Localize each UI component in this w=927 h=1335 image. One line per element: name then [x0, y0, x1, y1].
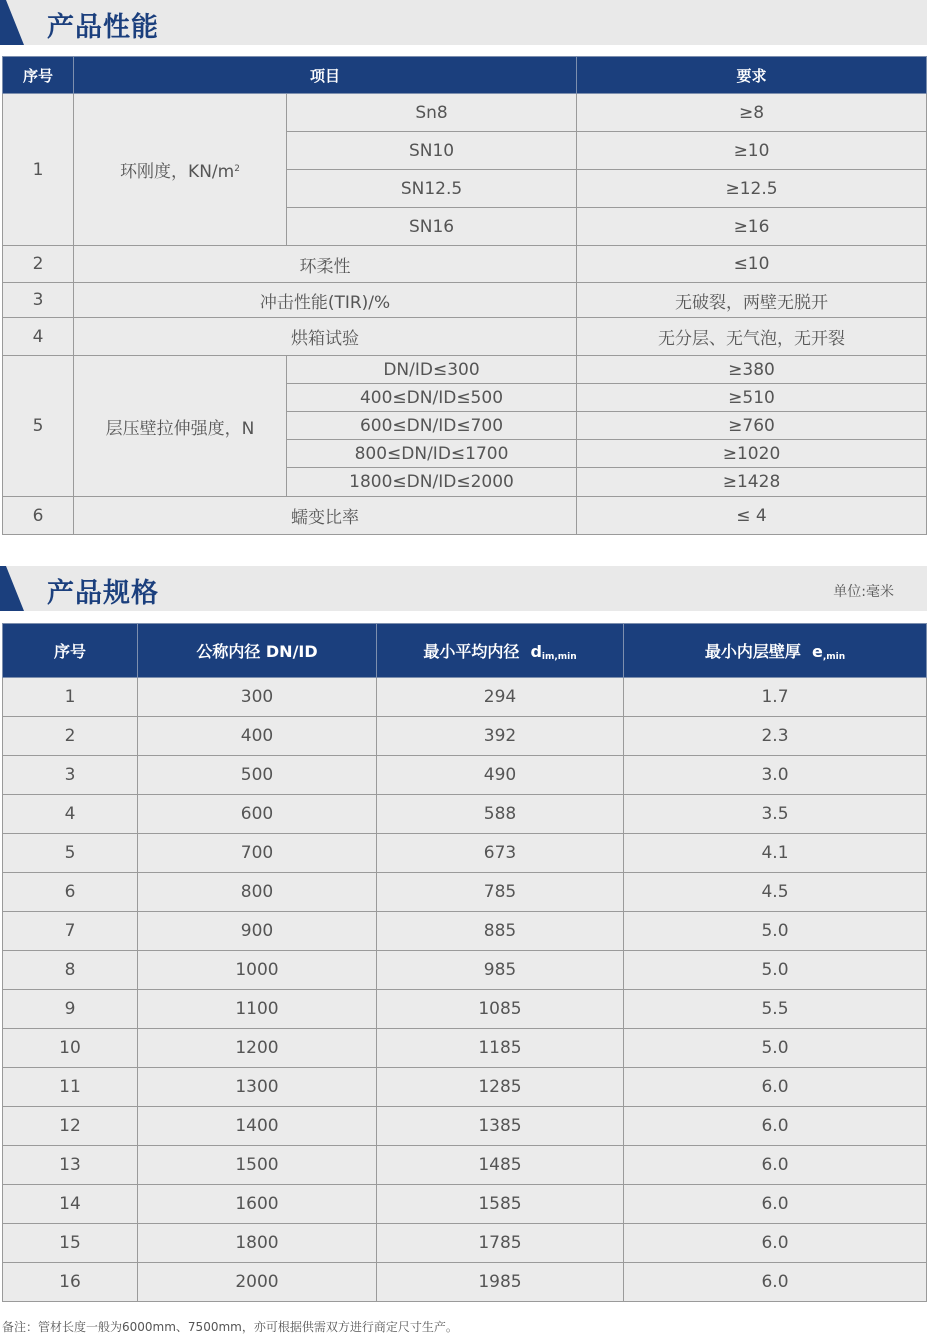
- row-3-no: 3: [3, 283, 74, 318]
- cell-e-min: 6.0: [624, 1146, 927, 1185]
- cell-no: 1: [3, 678, 138, 717]
- cell-e-min: 6.0: [624, 1107, 927, 1146]
- row-6-req: ≤ 4: [577, 497, 927, 535]
- cell-dn: 1300: [138, 1068, 377, 1107]
- cell-no: 15: [3, 1224, 138, 1263]
- row-5-item: 层压壁拉伸强度，N: [74, 356, 287, 497]
- row-6-item: 蠕变比率: [74, 497, 577, 535]
- row-5-sub-4: 800≤DN/ID≤1700: [287, 440, 577, 468]
- cell-e-min: 5.5: [624, 990, 927, 1029]
- cell-e-min: 2.3: [624, 717, 927, 756]
- cell-dn: 1600: [138, 1185, 377, 1224]
- row-1-sub-4: SN16: [287, 208, 577, 246]
- cell-no: 16: [3, 1263, 138, 1302]
- cell-no: 3: [3, 756, 138, 795]
- cell-d-min: 1285: [377, 1068, 624, 1107]
- cell-e-min: 4.5: [624, 873, 927, 912]
- table-row: [3, 717, 927, 756]
- cell-dn: 1500: [138, 1146, 377, 1185]
- row-5-req-2: ≥510: [577, 384, 927, 412]
- cell-e-min: 4.1: [624, 834, 927, 873]
- row-1-req-4: ≥16: [577, 208, 927, 246]
- row-5-req-4: ≥1020: [577, 440, 927, 468]
- header-req: 要求: [577, 57, 927, 94]
- header-item: 项目: [74, 57, 577, 94]
- performance-table: [2, 56, 927, 535]
- cell-dn: 500: [138, 756, 377, 795]
- cell-e-min: 5.0: [624, 1029, 927, 1068]
- cell-dn: 1100: [138, 990, 377, 1029]
- cell-d-min: 1485: [377, 1146, 624, 1185]
- cell-d-min: 490: [377, 756, 624, 795]
- cell-e-min: 3.0: [624, 756, 927, 795]
- table-row: [3, 990, 927, 1029]
- cell-no: 6: [3, 873, 138, 912]
- spec-table-body: [3, 678, 927, 1302]
- cell-d-min: 1585: [377, 1185, 624, 1224]
- cell-no: 9: [3, 990, 138, 1029]
- cell-no: 12: [3, 1107, 138, 1146]
- cell-e-min: 6.0: [624, 1068, 927, 1107]
- unit-label: 单位:毫米: [833, 584, 894, 600]
- row-6-no: 6: [3, 497, 74, 535]
- row-5-sub-3: 600≤DN/ID≤700: [287, 412, 577, 440]
- cell-no: 2: [3, 717, 138, 756]
- row-2-no: 2: [3, 246, 74, 283]
- cell-d-min: 1085: [377, 990, 624, 1029]
- row-5-no: 5: [3, 356, 74, 497]
- cell-d-min: 1985: [377, 1263, 624, 1302]
- cell-no: 7: [3, 912, 138, 951]
- spec-section-header: [0, 566, 927, 611]
- cell-d-min: 885: [377, 912, 624, 951]
- table-row: [3, 1029, 927, 1068]
- table-row: [3, 1263, 927, 1302]
- cell-e-min: 3.5: [624, 795, 927, 834]
- cell-d-min: 588: [377, 795, 624, 834]
- cell-dn: 1800: [138, 1224, 377, 1263]
- table-row: [3, 912, 927, 951]
- table-row: [3, 951, 927, 990]
- table-row: [3, 678, 927, 717]
- cell-no: 11: [3, 1068, 138, 1107]
- table-row: [3, 1224, 927, 1263]
- table-row: [3, 1146, 927, 1185]
- cell-d-min: 673: [377, 834, 624, 873]
- table-row: [3, 795, 927, 834]
- cell-d-min: 294: [377, 678, 624, 717]
- cell-no: 14: [3, 1185, 138, 1224]
- header-no: 序号: [3, 57, 74, 94]
- row-4-no: 4: [3, 318, 74, 356]
- section-marker-icon: [0, 0, 24, 45]
- row-5-sub-1: DN/ID≤300: [287, 356, 577, 384]
- cell-no: 10: [3, 1029, 138, 1068]
- row-2-req: ≤10: [577, 246, 927, 283]
- spec-header-e: 最小内层壁厚 $e_{,min}$: [624, 624, 927, 678]
- row-1-sub-3: SN12.5: [287, 170, 577, 208]
- row-1-req-1: ≥8: [577, 94, 927, 132]
- performance-section-header: [0, 0, 927, 45]
- cell-no: 4: [3, 795, 138, 834]
- row-5-sub-2: 400≤DN/ID≤500: [287, 384, 577, 412]
- table-row: [3, 873, 927, 912]
- cell-d-min: 985: [377, 951, 624, 990]
- cell-dn: 400: [138, 717, 377, 756]
- cell-d-min: 1785: [377, 1224, 624, 1263]
- cell-d-min: 1185: [377, 1029, 624, 1068]
- cell-e-min: 6.0: [624, 1224, 927, 1263]
- performance-title: 产品性能: [47, 12, 159, 43]
- cell-dn: 1000: [138, 951, 377, 990]
- cell-dn: 800: [138, 873, 377, 912]
- spec-header-d: 最小平均内径 $d_{im,min}$: [377, 624, 624, 678]
- row-2-item: 环柔性: [74, 246, 577, 283]
- row-5-req-5: ≥1428: [577, 468, 927, 497]
- cell-dn: 300: [138, 678, 377, 717]
- table-row: [3, 834, 927, 873]
- row-3-req: 无破裂，两壁无脱开: [577, 283, 927, 318]
- row-3-item: 冲击性能(TIR)/%: [74, 283, 577, 318]
- table-row: [3, 1107, 927, 1146]
- cell-dn: 1400: [138, 1107, 377, 1146]
- row-5-sub-5: 1800≤DN/ID≤2000: [287, 468, 577, 497]
- cell-e-min: 5.0: [624, 912, 927, 951]
- row-5-req-3: ≥760: [577, 412, 927, 440]
- footnote: 备注：管材长度一般为6000mm、7500mm，亦可根据供需双方进行商定尺寸生产。: [2, 1320, 458, 1334]
- cell-dn: 700: [138, 834, 377, 873]
- table-row: [3, 756, 927, 795]
- cell-d-min: 785: [377, 873, 624, 912]
- row-1-req-2: ≥10: [577, 132, 927, 170]
- cell-e-min: 5.0: [624, 951, 927, 990]
- row-1-sub-2: SN10: [287, 132, 577, 170]
- row-1-sub-1: Sn8: [287, 94, 577, 132]
- cell-no: 5: [3, 834, 138, 873]
- table-row: [3, 1185, 927, 1224]
- cell-dn: 2000: [138, 1263, 377, 1302]
- cell-dn: 900: [138, 912, 377, 951]
- row-1-req-3: ≥12.5: [577, 170, 927, 208]
- section-marker-icon: [0, 566, 24, 611]
- cell-d-min: 1385: [377, 1107, 624, 1146]
- spec-title: 产品规格: [47, 578, 159, 609]
- cell-dn: 1200: [138, 1029, 377, 1068]
- row-4-req: 无分层、无气泡，无开裂: [577, 318, 927, 356]
- spec-header-dn: 公称内径 DN/ID: [138, 624, 377, 678]
- spec-table: [2, 623, 927, 1302]
- cell-e-min: 6.0: [624, 1185, 927, 1224]
- spec-header-no: 序号: [3, 624, 138, 678]
- cell-e-min: 1.7: [624, 678, 927, 717]
- cell-dn: 600: [138, 795, 377, 834]
- row-1-no: 1: [3, 94, 74, 246]
- cell-d-min: 392: [377, 717, 624, 756]
- table-row: [3, 1068, 927, 1107]
- row-4-item: 烘箱试验: [74, 318, 577, 356]
- cell-no: 8: [3, 951, 138, 990]
- cell-no: 13: [3, 1146, 138, 1185]
- cell-e-min: 6.0: [624, 1263, 927, 1302]
- row-5-req-1: ≥380: [577, 356, 927, 384]
- row-1-item: 环刚度，$KN/m^2$: [74, 94, 287, 246]
